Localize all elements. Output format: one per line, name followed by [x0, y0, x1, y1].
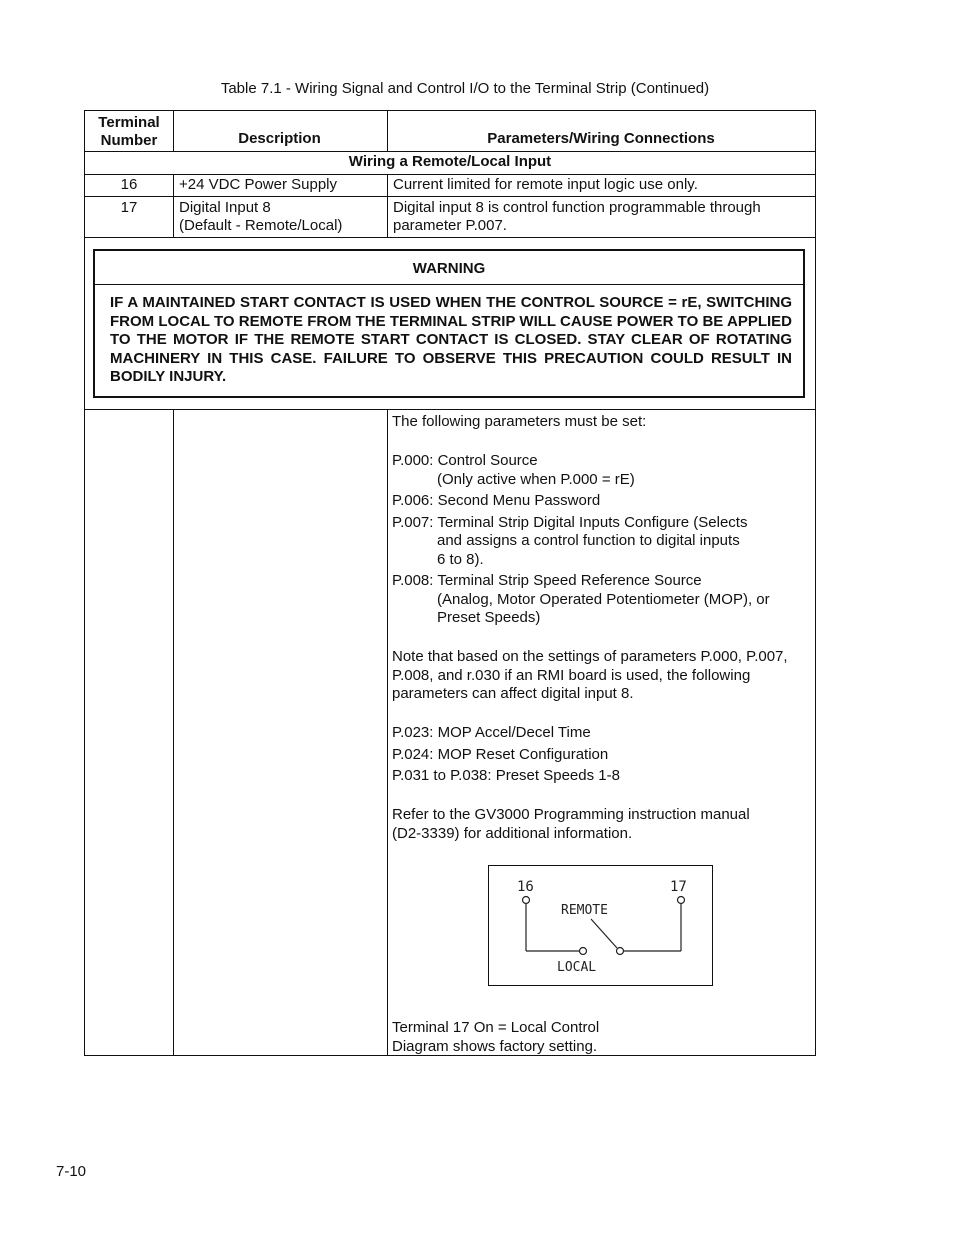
param-p024: P.024: MOP Reset Configuration [392, 745, 609, 763]
param-p008: P.008: Terminal Strip Speed Reference Source [392, 572, 702, 589]
section-title: Wiring a Remote/Local Input [348, 153, 552, 170]
param-p000-note: (Only active when P.000 = rE) [437, 470, 635, 488]
diagram-label-local: LOCAL [557, 960, 597, 975]
params-refer: Refer to the GV3000 Programming instruction manual [392, 806, 750, 823]
row-16-description: +24 VDC Power Supply [179, 176, 337, 193]
header-terminal-number: Terminal Number [98, 114, 160, 149]
row-17-terminal: 17 [120, 199, 138, 216]
row-17-connection: Digital input 8 is control function programmable through parameter P.007. [393, 199, 761, 234]
switch-arm [591, 919, 617, 948]
params-note: Note that based on the settings of parameters P.000, P.007, [392, 648, 788, 665]
warning-text: IF A MAINTAINED START CONTACT IS USED WHEN THE CONTROL SOURCE = rE, SWITCHING FROM LOCAL TO REMOTE FROM THE TERMINAL STRIP WILL CAUSE POWER TO BE APPLIED TO THE MOTOR IF THE REMOTE START CONTACT IS CLOSED. STAY CLEAR OF ROTATING MACHINERY IN THIS CASE. FAILURE TO OBSERVE THIS PRECAUTION COULD RESULT IN BODILY INJURY. [110, 294, 792, 385]
params-intro: The following parameters must be set: [392, 413, 647, 430]
param-p006: P.006: Second Menu Password [392, 492, 601, 509]
wiring-table [84, 110, 816, 1056]
row-16-connection: Current limited for remote input logic use only. [393, 176, 698, 193]
param-p031: P.031 to P.038: Preset Speeds 1-8 [392, 767, 620, 784]
row-16-terminal: 16 [120, 176, 138, 193]
switch-pivot-node [617, 948, 624, 955]
param-p007: P.007: Terminal Strip Digital Inputs Configure (Selects [392, 513, 748, 531]
parameters-cell: The following parameters must be set: P.000: Control Source (Only active when P.000 = rE) P.006: Second Menu Password P.007: Terminal Strip Digital Inputs Configure (Selects and assigns a control function to digital inputs 6 to 8). P.008: Terminal Strip Speed Reference Source (Analog, Motor Operated Potentiometer (MOP), or Preset Speeds) Note that based on the settings of parameters P.000, P.007, P.008, and r.030 if an RMI board is used, the following parameters can affect digital input 8. P.023: MOP Accel/Decel Time P.024: MOP Reset Configuration P.031 to P.038: Preset Speeds 1-8 Refer to the GV3000 Programming instruction manual (D2-3339) for additional information. [392, 413, 807, 843]
warning-title: WARNING [95, 251, 803, 285]
diagram-label-remote: REMOTE [561, 903, 608, 918]
diagram-label-17: 17 [670, 879, 687, 895]
diagram-footnote: Terminal 17 On = Local Control Diagram shows factory setting. [392, 1019, 600, 1055]
param-p023: P.023: MOP Accel/Decel Time [392, 724, 591, 741]
param-p000: P.000: Control Source [392, 452, 538, 469]
diagram-label-16: 16 [517, 879, 534, 895]
terminal-16-node [523, 897, 530, 904]
header-description: Description [238, 130, 321, 147]
warning-box [93, 249, 805, 398]
table-caption: Table 7.1 - Wiring Signal and Control I/O to the Terminal Strip (Continued) [220, 80, 710, 97]
page-number: 7-10 [56, 1163, 87, 1180]
row-17-description: Digital Input 8 (Default - Remote/Local) [179, 199, 343, 234]
header-parameters: Parameters/Wiring Connections [487, 130, 715, 147]
local-contact-node [580, 948, 587, 955]
terminal-17-node [678, 897, 685, 904]
remote-local-switch-diagram [488, 865, 713, 986]
